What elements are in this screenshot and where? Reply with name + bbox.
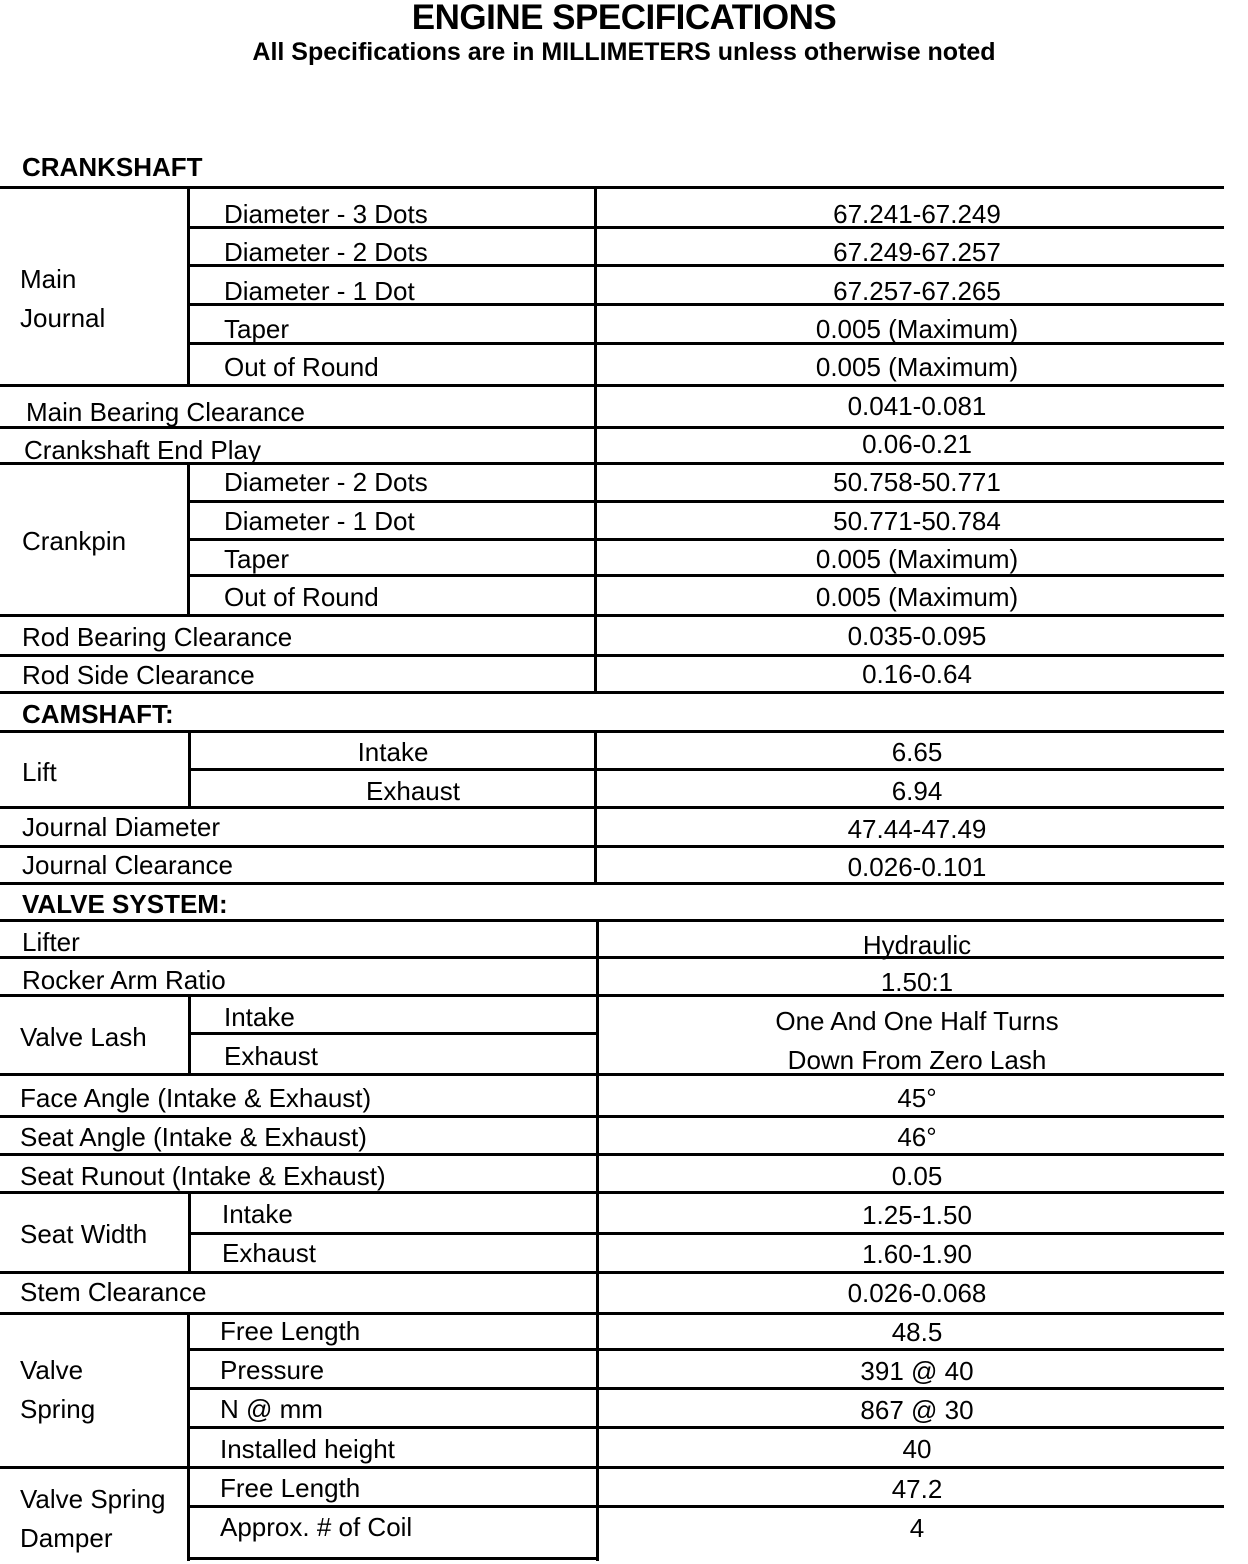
- divider: [188, 1232, 1224, 1235]
- spec-value: 1.60-1.90: [862, 1239, 972, 1269]
- main-journal-label: Journal: [20, 303, 106, 333]
- spec-value: 0.06-0.21: [862, 429, 972, 459]
- column-divider: [187, 186, 190, 384]
- spec-value: 47.2: [891, 1474, 943, 1504]
- spec-value: 50.758-50.771: [833, 467, 1001, 497]
- camshaft-heading: CAMSHAFT:: [22, 699, 174, 729]
- column-divider: [188, 730, 191, 806]
- spec-value: 0.026-0.101: [847, 852, 987, 882]
- spec-label: Taper: [224, 314, 290, 344]
- valve-system-heading: VALVE SYSTEM:: [22, 889, 228, 919]
- spec-value: 867 @ 30: [860, 1395, 974, 1425]
- spec-value: 46°: [897, 1122, 937, 1152]
- spec-label: Exhaust: [366, 776, 460, 806]
- spec-value: 40: [902, 1434, 932, 1464]
- spec-label: Rocker Arm Ratio: [22, 965, 226, 995]
- spec-label: Diameter - 1 Dot: [224, 506, 415, 536]
- damper-label: Valve Spring: [20, 1484, 166, 1514]
- spec-value: 47.44-47.49: [847, 814, 987, 844]
- spec-label: N @ mm: [220, 1394, 323, 1424]
- spec-label: Diameter - 2 Dots: [224, 237, 428, 267]
- divider: [188, 226, 1224, 229]
- spec-label: Rod Side Clearance: [22, 660, 255, 690]
- divider: [0, 1153, 1224, 1156]
- spec-value: 0.05: [891, 1161, 943, 1191]
- spec-value: Down From Zero Lash: [787, 1045, 1047, 1075]
- valve-spring-label: Spring: [20, 1394, 96, 1424]
- column-divider: [594, 186, 597, 691]
- divider: [0, 994, 1224, 997]
- divider: [188, 1032, 598, 1035]
- divider: [0, 1271, 1224, 1274]
- spec-label: Pressure: [220, 1355, 325, 1385]
- spec-label: Lifter: [22, 927, 80, 957]
- divider: [188, 342, 1224, 345]
- spec-label: Diameter - 2 Dots: [224, 467, 428, 497]
- divider: [188, 1557, 598, 1560]
- column-divider: [594, 730, 597, 882]
- divider: [0, 1115, 1224, 1118]
- spec-label: Face Angle (Intake & Exhaust): [20, 1083, 372, 1113]
- spec-label: Seat Angle (Intake & Exhaust): [20, 1122, 367, 1152]
- spec-value: 1.50:1: [880, 967, 954, 997]
- spec-value: 0.005 (Maximum): [815, 544, 1019, 574]
- divider: [0, 806, 1224, 809]
- divider: [0, 654, 1224, 657]
- column-divider: [188, 994, 191, 1073]
- divider: [0, 1312, 1224, 1315]
- spec-label: Exhaust: [222, 1238, 316, 1268]
- lift-label: Lift: [22, 757, 57, 787]
- divider: [0, 384, 1224, 387]
- spec-label: Installed height: [220, 1434, 395, 1464]
- spec-label: Diameter - 3 Dots: [224, 199, 428, 229]
- spec-label: Approx. # of Coil: [220, 1512, 413, 1542]
- spec-label: Out of Round: [224, 352, 379, 382]
- divider: [188, 538, 1224, 541]
- divider: [0, 1466, 1224, 1469]
- spec-label: Exhaust: [224, 1041, 318, 1071]
- divider: [188, 264, 1224, 267]
- divider: [0, 1073, 1224, 1076]
- spec-label: Free Length: [220, 1473, 361, 1503]
- spec-value: 1.25-1.50: [862, 1200, 972, 1230]
- spec-label: Intake: [357, 737, 429, 767]
- divider: [188, 1426, 1224, 1429]
- main-journal-label: Main: [20, 264, 77, 294]
- spec-label: Intake: [224, 1002, 295, 1032]
- divider: [188, 768, 1224, 771]
- spec-value: 67.241-67.249: [833, 199, 1001, 229]
- spec-value: 0.035-0.095: [847, 621, 987, 651]
- divider: [188, 1348, 1224, 1351]
- spec-label: Rod Bearing Clearance: [22, 622, 293, 652]
- divider: [188, 303, 1224, 306]
- spec-value: Hydraulic: [862, 930, 972, 960]
- page-subtitle: All Specifications are in MILLIMETERS unless otherwise noted: [252, 38, 996, 66]
- page-title: ENGINE SPECIFICATIONS: [411, 0, 837, 37]
- spec-value: One And One Half Turns: [775, 1006, 1059, 1036]
- spec-label: Intake: [222, 1199, 293, 1229]
- damper-label: Damper: [20, 1523, 113, 1553]
- spec-label: Diameter - 1 Dot: [224, 276, 415, 306]
- spec-value: 6.94: [891, 776, 943, 806]
- column-divider: [187, 1312, 190, 1561]
- divider: [188, 1505, 1224, 1508]
- divider: [0, 882, 1224, 885]
- column-divider: [188, 1191, 191, 1271]
- valve-spring-label: Valve: [20, 1355, 84, 1385]
- spec-label: Taper: [224, 544, 290, 574]
- spec-label: Stem Clearance: [20, 1277, 207, 1307]
- column-divider: [187, 462, 190, 614]
- spec-value: 45°: [897, 1083, 937, 1113]
- spec-value: 0.026-0.068: [847, 1278, 987, 1308]
- crankpin-label: Crankpin: [22, 526, 127, 556]
- spec-value: 0.005 (Maximum): [815, 314, 1019, 344]
- spec-label: Free Length: [220, 1316, 361, 1346]
- spec-value: 0.005 (Maximum): [815, 352, 1019, 382]
- spec-label: Journal Clearance: [22, 850, 234, 880]
- spec-label: Main Bearing Clearance: [26, 397, 305, 427]
- divider: [188, 1387, 1224, 1390]
- spec-value: 50.771-50.784: [833, 506, 1001, 536]
- valve-lash-label: Valve Lash: [20, 1022, 147, 1052]
- divider: [0, 845, 1224, 848]
- spec-value: 67.257-67.265: [833, 276, 1001, 306]
- seat-width-label: Seat Width: [20, 1219, 148, 1249]
- divider: [0, 691, 1224, 694]
- divider: [0, 730, 1224, 733]
- divider: [0, 462, 1224, 465]
- spec-label: Journal Diameter: [22, 812, 220, 842]
- spec-value: 391 @ 40: [860, 1356, 974, 1386]
- divider: [188, 500, 1224, 503]
- spec-value: 48.5: [891, 1317, 943, 1347]
- crankshaft-heading: CRANKSHAFT: [22, 152, 203, 182]
- divider: [0, 956, 1224, 959]
- divider: [188, 574, 1224, 577]
- spec-value: 0.041-0.081: [847, 391, 987, 421]
- spec-label: Seat Runout (Intake & Exhaust): [20, 1161, 386, 1191]
- divider: [0, 186, 1224, 189]
- spec-value: 4: [909, 1513, 925, 1543]
- divider: [0, 614, 1224, 617]
- spec-value: 0.16-0.64: [862, 659, 972, 689]
- spec-value: 67.249-67.257: [833, 237, 1001, 267]
- column-divider: [596, 919, 599, 1561]
- divider: [0, 919, 1224, 922]
- spec-value: 6.65: [891, 737, 943, 767]
- spec-label: Out of Round: [224, 582, 379, 612]
- spec-value: 0.005 (Maximum): [815, 582, 1019, 612]
- divider: [0, 1191, 1224, 1194]
- spec-label: Crankshaft End Play: [24, 435, 262, 465]
